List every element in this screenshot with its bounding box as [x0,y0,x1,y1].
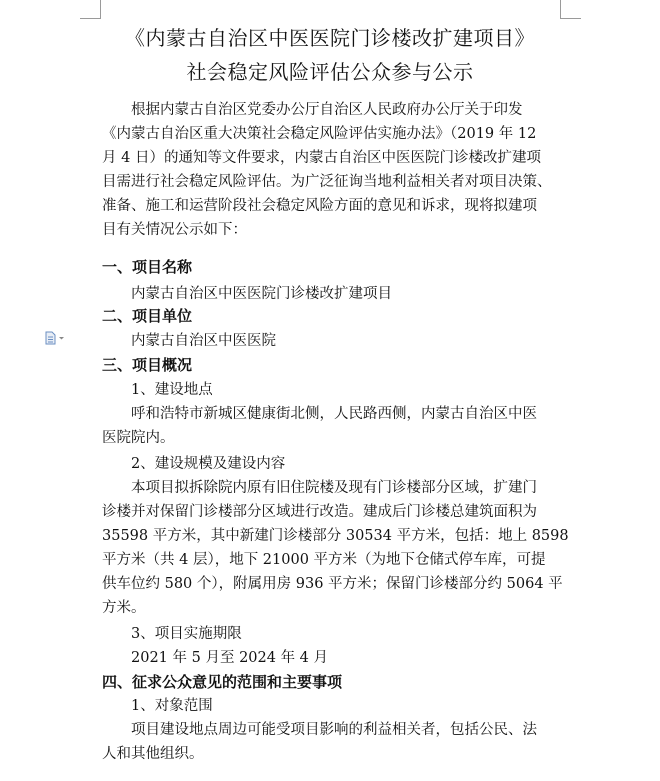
section-3-sub2-line-3: 35598 平方米，其中新建门诊楼部分 30534 平方米，包括：地上 8598 [102,528,569,544]
section-3-sub3-content: 2021 年 5 月至 2024 年 4 月 [131,650,329,666]
document-title-line2: 社会稳定风险评估公众参与公示 [186,60,474,84]
crop-mark-top-left [80,0,101,19]
section-3-sub2-heading: 2、建设规模及建设内容 [131,456,286,472]
section-3-sub2-line-6: 方米。 [102,600,146,616]
section-3-sub3-heading: 3、项目实施期限 [131,626,242,642]
section-2-content: 内蒙古自治区中医医院 [131,333,276,349]
section-3-sub1-line-1: 呼和浩特市新城区健康街北侧，人民路西侧，内蒙古自治区中医 [131,406,537,422]
section-1-heading: 一、项目名称 [102,258,193,276]
section-3-sub2-line-5: 供车位约 580 个），附属用房 936 平方米；保留门诊楼部分约 5064 平 [102,576,563,592]
document-title-line1: 《内蒙古自治区中医医院门诊楼改扩建项目》 [125,26,535,50]
section-3-sub2-line-4: 平方米（共 4 层），地下 21000 平方米（为地下仓储式停车库，可提 [102,552,546,568]
intro-line-5: 准备、施工和运营阶段社会稳定风险方面的意见和诉求，现将拟建项 [102,198,537,214]
section-4-sub1-line-1: 项目建设地点周边可能受项目影响的利益相关者，包括公民、法 [131,722,537,738]
section-4-heading: 四、征求公众意见的范围和主要事项 [102,673,343,691]
crop-mark-top-right [560,0,581,19]
section-1-content: 内蒙古自治区中医医院门诊楼改扩建项目 [131,286,392,302]
section-4-sub1-heading: 1、对象范围 [131,698,213,714]
section-3-sub2-line-2: 诊楼并对保留门诊楼部分区域进行改造。建成后门诊楼总建筑面积为 [102,504,537,520]
section-3-sub1-line-2: 医院院内。 [102,430,175,446]
intro-line-2: 《内蒙古自治区重大决策社会稳定风险评估实施办法》（2019 年 12 [102,126,537,142]
section-3-sub1-heading: 1、建设地点 [131,382,213,398]
section-2-heading: 二、项目单位 [102,307,193,325]
intro-line-1: 根据内蒙古自治区党委办公厅自治区人民政府办公厅关于印发 [131,102,523,118]
intro-line-6: 目有关情况公示如下： [102,222,247,238]
section-3-heading: 三、项目概况 [102,356,193,374]
section-3-sub2-line-1: 本项目拟拆除院内原有旧住院楼及现有门诊楼部分区域，扩建门 [131,480,537,496]
intro-line-4: 目需进行社会稳定风险评估。为广泛征询当地利益相关者对项目决策、 [102,174,552,190]
section-4-sub1-line-2: 人和其他组织。 [102,746,204,762]
intro-line-3: 月 4 日）的通知等文件要求，内蒙古自治区中医医院门诊楼改扩建项 [102,150,541,166]
document-dropdown-icon[interactable] [44,330,68,344]
